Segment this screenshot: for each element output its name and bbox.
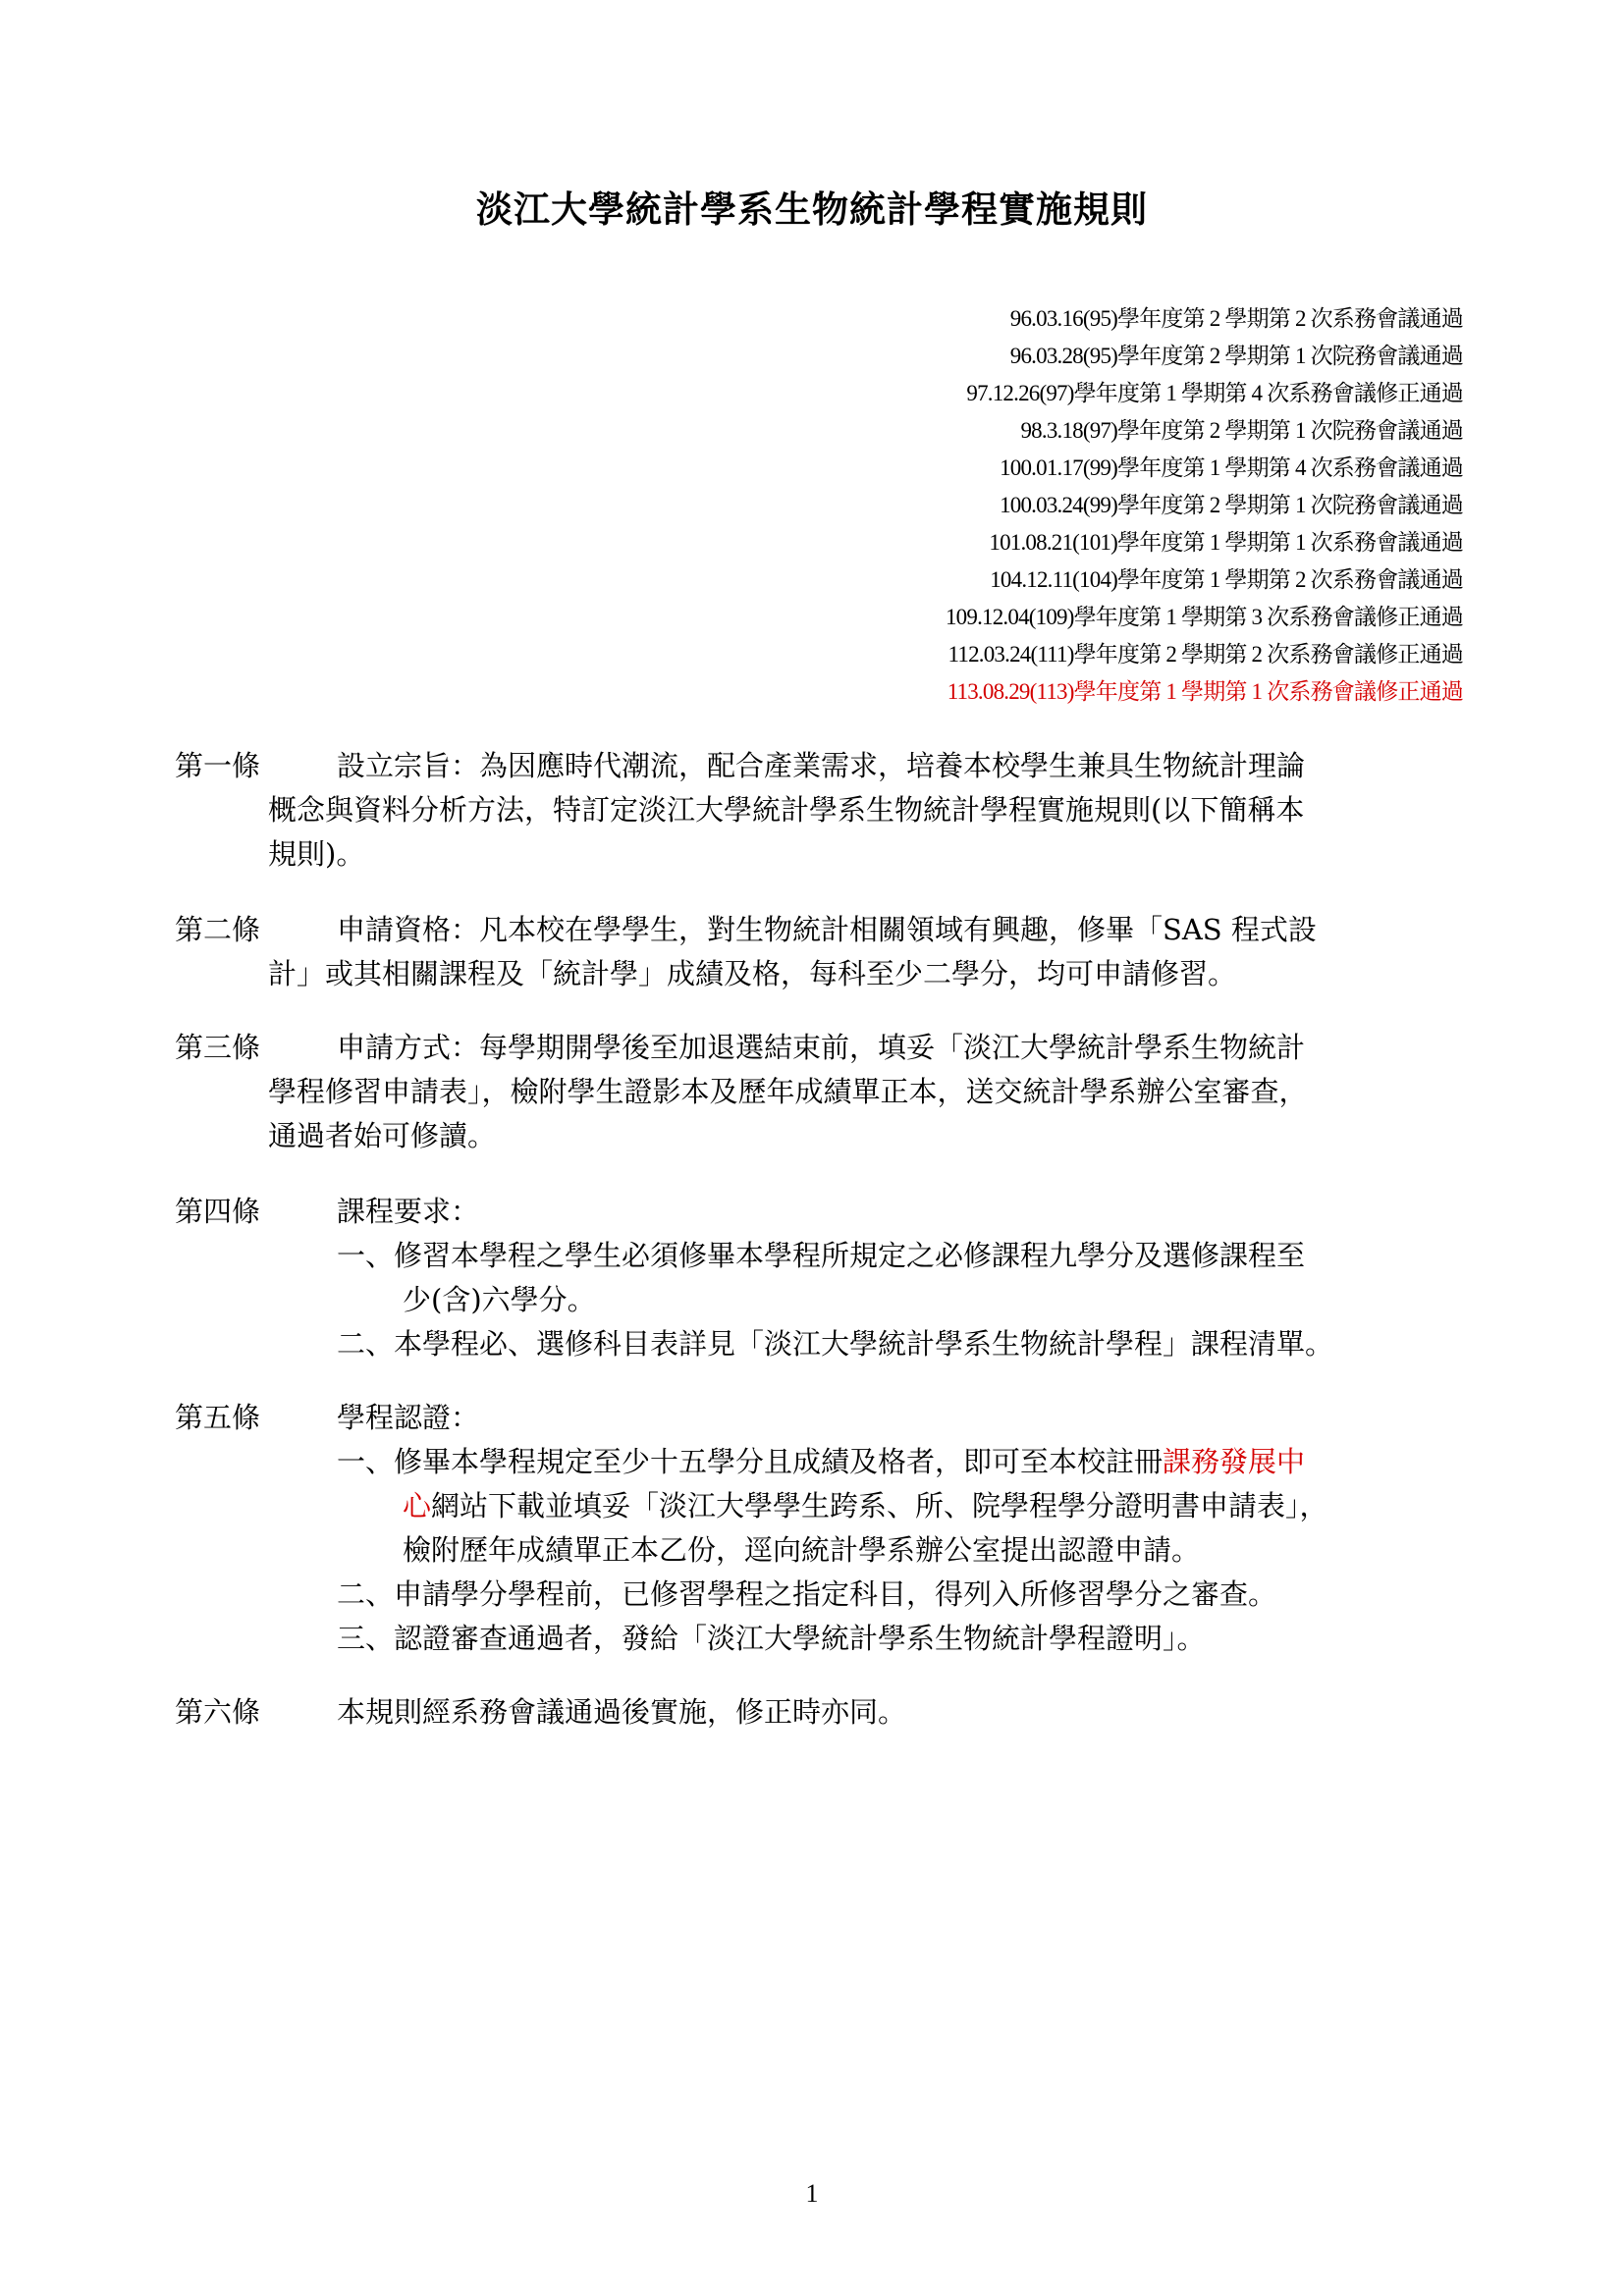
article-text: 一、修畢本學程規定至少十五學分且成績及格者，即可至本校註冊: [337, 1445, 1164, 1478]
article-number: 第三條: [175, 1031, 261, 1064]
revision-entry: 98.3.18(97)學年度第 2 學期第 1 次院務會議通過: [1020, 418, 1463, 443]
revision-entry: 96.03.28(95)學年度第 2 學期第 1 次院務會議通過: [1009, 344, 1463, 368]
article-item-continued: 檢附歷年成績單正本乙份，逕向統計學系辦公室提出認證申請。: [403, 1533, 1201, 1567]
article-number: 第五條: [175, 1401, 261, 1434]
article-item-continued: 少(含)六學分。: [403, 1283, 596, 1316]
course-development-center-link: 心: [403, 1489, 432, 1522]
article-number: 第四條: [175, 1195, 261, 1228]
article-text: 規則)。: [268, 837, 365, 871]
revision-entry: 100.01.17(99)學年度第 1 學期第 4 次系務會議通過: [1000, 455, 1463, 480]
article-text: 本規則經系務會議通過後實施，修正時亦同。: [337, 1695, 907, 1729]
article-heading: 學程認證：: [337, 1401, 480, 1434]
article-5: [175, 1396, 1461, 1661]
article-text: 學程修習申請表」，檢附學生證影本及歷年成績單正本，送交統計學系辦公室審查，: [268, 1075, 1308, 1108]
revision-entry: 96.03.16(95)學年度第 2 學期第 2 次系務會議通過: [1009, 306, 1463, 331]
article-number: 第六條: [175, 1695, 261, 1729]
article-3: [175, 1026, 1461, 1158]
article-text: 申請資格：凡本校在學學生，對生物統計相關領域有興趣，修畢「SAS 程式設: [337, 913, 1317, 946]
revision-history: [579, 300, 1463, 711]
revision-entry: 104.12.11(104)學年度第 1 學期第 2 次系務會議通過: [990, 567, 1463, 592]
article-text: 通過者始可修讀。: [268, 1119, 497, 1152]
article-4: [175, 1190, 1461, 1366]
article-item: [175, 1440, 1461, 1484]
article-2: [175, 908, 1461, 996]
article-heading: 課程要求：: [337, 1195, 480, 1228]
course-development-center-link: 課務發展中: [1163, 1445, 1306, 1478]
article-item: 二、本學程必、選修科目表詳見「淡江大學統計學系生物統計學程」課程清單。: [337, 1327, 1334, 1361]
article-6: [175, 1690, 1461, 1735]
article-text: 概念與資料分析方法，特訂定淡江大學統計學系生物統計學程實施規則(以下簡稱本: [268, 793, 1305, 827]
article-item: 一、修習本學程之學生必須修畢本學程所規定之必修課程九學分及選修課程至: [337, 1239, 1306, 1272]
revision-entry: 101.08.21(101)學年度第 1 學期第 1 次系務會議通過: [989, 530, 1463, 555]
article-text: 計」或其相關課程及「統計學」成績及格，每科至少二學分，均可申請修習。: [268, 957, 1237, 990]
article-number: 第二條: [175, 913, 261, 946]
revision-entry-latest: 113.08.29(113)學年度第 1 學期第 1 次系務會議修正通過: [947, 679, 1463, 704]
article-number: 第一條: [175, 749, 261, 782]
article-item-continued: [175, 1484, 1461, 1528]
article-item: 三、認證審查通過者，發給「淡江大學統計學系生物統計學程證明」。: [337, 1622, 1206, 1655]
article-text: 設立宗旨：為因應時代潮流，配合產業需求，培養本校學生兼具生物統計理論: [337, 749, 1306, 782]
revision-entry: 97.12.26(97)學年度第 1 學期第 4 次系務會議修正通過: [966, 381, 1463, 405]
revision-entry: 112.03.24(111)學年度第 2 學期第 2 次系務會議修正通過: [947, 642, 1463, 667]
article-text: 網站下載並填妥「淡江大學學生跨系、所、院學程學分證明書申請表」，: [431, 1489, 1328, 1522]
article-text: 申請方式：每學期開學後至加退選結束前，填妥「淡江大學統計學系生物統計: [337, 1031, 1306, 1064]
document-title: 淡江大學統計學系生物統計學程實施規則: [476, 187, 1148, 231]
page-number: 1: [805, 2179, 819, 2208]
article-item: 二、申請學分學程前，已修習學程之指定科目，得列入所修習學分之審查。: [337, 1577, 1277, 1611]
revision-entry: 109.12.04(109)學年度第 1 學期第 3 次系務會議修正通過: [945, 605, 1463, 629]
article-1: [175, 744, 1461, 877]
revision-entry: 100.03.24(99)學年度第 2 學期第 1 次院務會議通過: [1000, 493, 1463, 517]
